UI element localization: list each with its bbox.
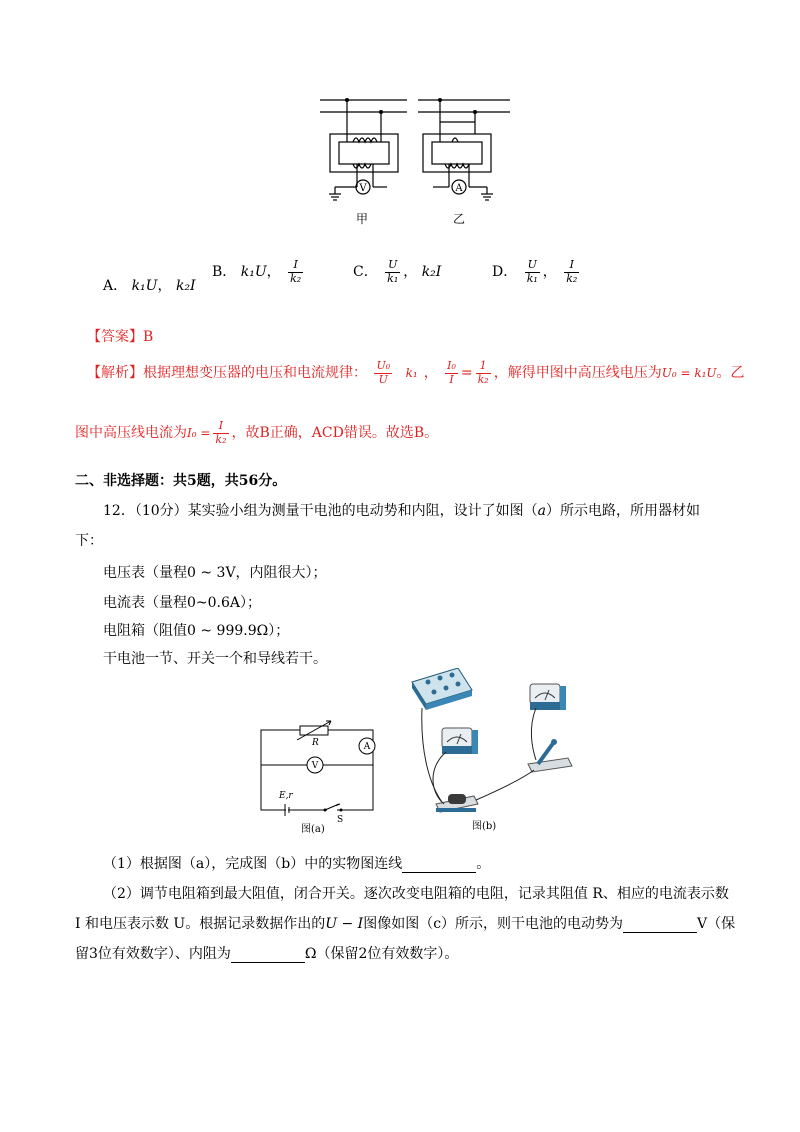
caption-fig-a: 图(a) [301, 824, 325, 835]
q12-intro-line-1: 12．（10分）某实验小组为测量干电池的电动势和内阻，设计了如图（a）所示电路，所用器材如 [103, 503, 700, 519]
voltmeter-label: V [311, 761, 319, 771]
figure-label-yi: 乙 [452, 212, 466, 226]
equipment-other: 干电池一节、开关一个和导线若干。 [103, 651, 327, 667]
apparatus-diagram-b [408, 668, 588, 833]
option-c: C． $\frac{U}{\text{k₁}}$ ， k₂I [353, 258, 442, 285]
circuit-diagram-a [255, 718, 390, 836]
answer-line: 【答案】B [87, 329, 154, 345]
label-S: S [337, 815, 344, 825]
q12-intro-line-2: 下： [75, 533, 103, 549]
voltmeter-symbol: V [359, 183, 367, 194]
analysis-line-1: 【解析】根据理想变压器的电压和电流规律： $\frac{\text{U₀}}{U}$ k₁ ， $\frac{\text{I₀}}{I}$ = $\frac{1}{\text{k₂}}$ ，解得甲图中高压线电压为U₀ = k₁U。乙 [87, 359, 745, 386]
analysis-line-2: 图中高压线电流为I₀ = $\frac{I}{\text{k₂}}$ ，故B正确，ACD错误。故选B。 [75, 419, 439, 446]
resistance-box-icon [412, 668, 472, 710]
caption-fig-b: 图(b) [472, 821, 497, 832]
figure-label-jia: 甲 [355, 212, 369, 226]
option-b: B． k₁U， $\frac{I}{\text{k₂}}$ [212, 258, 302, 285]
answer-blank-1[interactable] [402, 858, 476, 873]
label-Er: E,r [279, 791, 293, 801]
q12-part-1: （1）根据图（a），完成图（b）中的实物图连线 。 [103, 856, 491, 872]
label-R: R [312, 738, 319, 748]
option-a: A． k₁U， k₂I [103, 278, 196, 294]
voltmeter-device-icon [442, 728, 478, 754]
section-title: 二、非选择题：共5题，共56分。 [75, 473, 287, 489]
q12-part-2-line-3: 留3位有效数字）、内阻为 Ω（保留2位有效数字）。 [75, 946, 459, 962]
equipment-voltmeter: 电压表（量程0 ~ 3V，内阻很大）； [103, 565, 327, 581]
ammeter-device-icon [530, 684, 566, 710]
equipment-ammeter: 电流表（量程0~0.6A）； [103, 595, 262, 611]
ammeter-label: A [363, 742, 371, 752]
equipment-resistance-box: 电阻箱（阻值0 ~ 999.9Ω）； [103, 623, 290, 639]
answer-blank-emf[interactable] [623, 918, 697, 933]
q12-part-2-line-2: I 和电压表示数 U。根据记录数据作出的U − I图像如图（c）所示，则干电池的电动势为 V（保 [75, 916, 736, 932]
q12-part-2-line-1: （2）调节电阻箱到最大阻值，闭合开关。逐次改变电阻箱的电阻，记录其阻值 R、相应的电流表示数 [103, 886, 729, 902]
option-d: D． $\frac{U}{\text{k₁}}$ ， $\frac{I}{\text{k₂}}$ [492, 258, 578, 285]
answer-blank-resistance[interactable] [231, 948, 305, 963]
ammeter-symbol: A [455, 183, 463, 194]
transformer-figure [315, 92, 515, 232]
